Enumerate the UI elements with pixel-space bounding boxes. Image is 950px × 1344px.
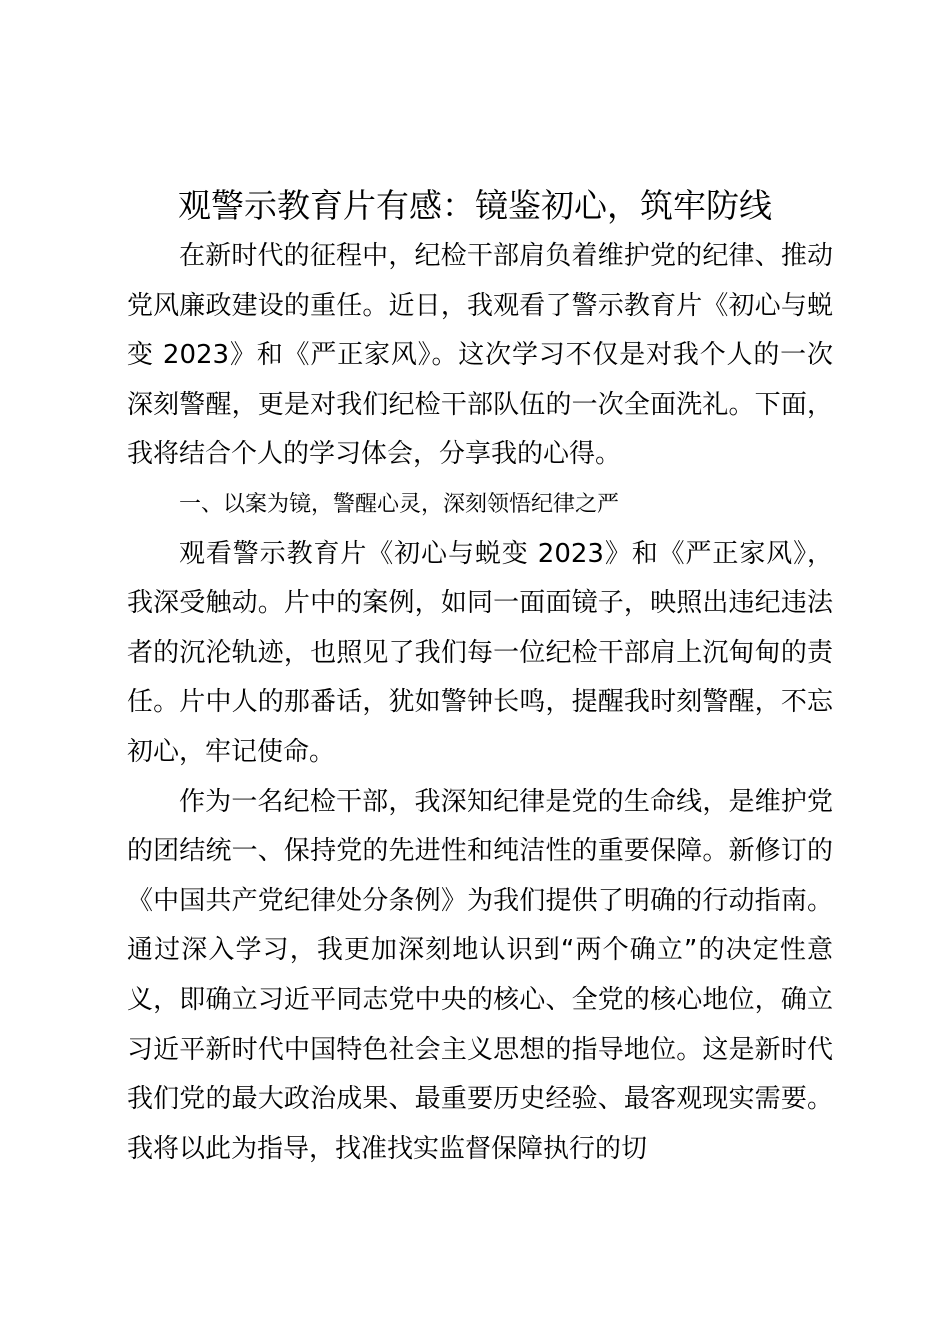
document-title: 观警示教育片有感：镜鉴初心，筑牢防线 <box>178 186 772 225</box>
document-body <box>127 232 833 1174</box>
body-paragraph: 作为一名纪检干部，我深知纪律是党的生命线，是维护党的团结统一、保持党的先进性和纯洁性的重要保障。新修订的《中国共产党纪律处分条例》为我们提供了明确的行动指南。通过深入学习，我更加深刻地认识到“两个确立”的决定性意义，即确立习近平同志党中央的核心、全党的核心地位，确立习近平新时代中国特色社会主义思想的指导地位。这是新时代我们党的最大政治成果、最重要历史经验、最客观现实需要。我将以此为指导，找准找实监督保障执行的切 <box>127 786 833 1164</box>
intro-paragraph: 在新时代的征程中，纪检干部肩负着维护党的纪律、推动党风廉政建设的重任。近日，我观看了警示教育片《初心与蜕变 2023》和《严正家风》。这次学习不仅是对我个人的一次深刻警醒，更是对我们纪检干部队伍的一次全面洗礼。下面，我将结合个人的学习体会，分享我的心得。 <box>127 241 833 470</box>
section-heading: 一、以案为镜，警醒心灵，深刻领悟纪律之严 <box>179 491 620 517</box>
body-paragraph: 观看警示教育片《初心与蜕变 2023》和《严正家风》，我深受触动。片中的案例，如同一面面镜子，映照出违纪违法者的沉沦轨迹，也照见了我们每一位纪检干部肩上沉甸甸的责任。片中人的那番话，犹如警钟长鸣，提醒我时刻警醒，不忘初心，牢记使命。 <box>127 538 833 767</box>
